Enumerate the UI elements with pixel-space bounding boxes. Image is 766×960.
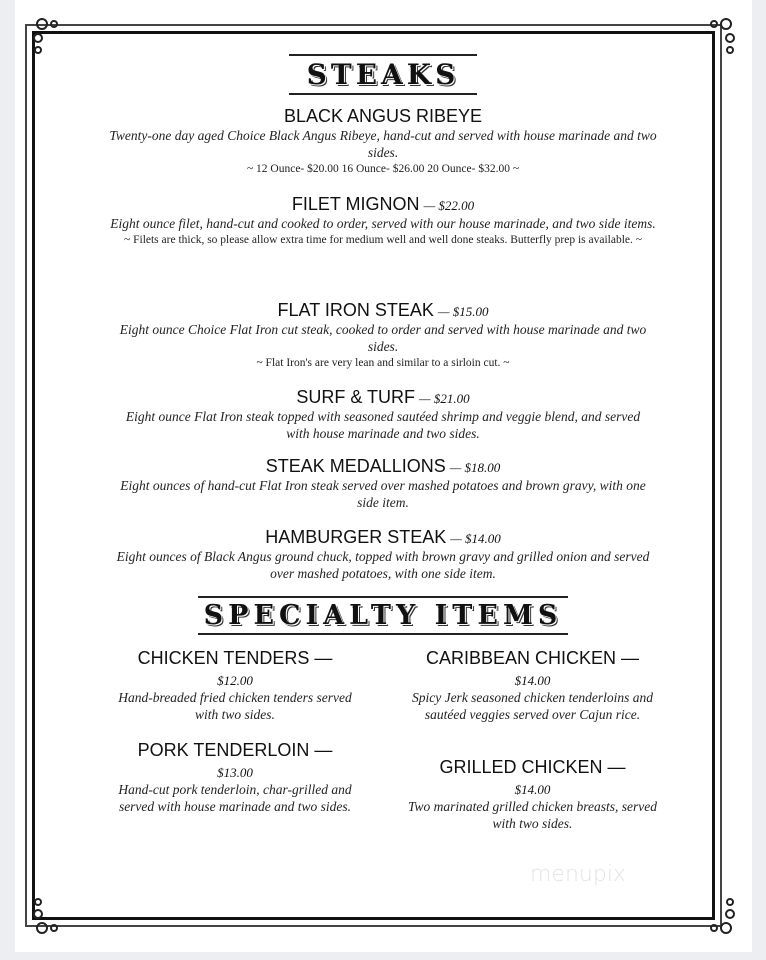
corner-ornament-icon [30, 896, 72, 938]
menu-item [115, 740, 355, 815]
menu-item [0, 387, 766, 442]
item-note: ~ Flat Iron's are very lean and similar to a sirloin cut. ~ [256, 357, 510, 369]
item-price: $14.00 [514, 673, 551, 688]
steaks-heading-wrap [0, 54, 766, 95]
menu-item [0, 300, 766, 372]
item-price: — $21.00 [419, 391, 470, 406]
menu-item [0, 456, 766, 511]
watermark: menupix [530, 862, 626, 887]
item-name: STEAK MEDALLIONS [265, 456, 446, 476]
item-name: BLACK ANGUS RIBEYE [283, 106, 483, 126]
item-name: HAMBURGER STEAK [265, 527, 447, 547]
menu-item [405, 757, 660, 832]
item-name: SURF & TURF [296, 387, 416, 407]
corner-ornament-icon [696, 896, 738, 938]
item-name: CHICKEN TENDERS — [137, 648, 333, 668]
item-price: $12.00 [217, 673, 253, 688]
item-price: — $15.00 [437, 304, 489, 319]
item-description: Hand-cut pork tenderloin, char-grilled and served with house marinade and two sides. [118, 782, 352, 814]
item-description: Eight ounce Flat Iron steak topped with seasoned sautéed shrimp and veggie blend, and served with house marinade and two sides. [125, 409, 641, 441]
menu-item [0, 527, 766, 582]
menu-item [405, 648, 660, 723]
menu-item [0, 194, 766, 249]
steaks-heading: STEAKS [289, 54, 477, 95]
item-price: — $22.00 [423, 198, 475, 213]
specialty-heading: SPECIALTY ITEMS [198, 596, 569, 635]
item-name: PORK TENDERLOIN — [137, 740, 333, 760]
item-note: ~ 12 Ounce- $20.00 16 Ounce- $26.00 20 Ounce- $32.00 ~ [246, 163, 520, 175]
item-description: Eight ounce filet, hand-cut and cooked to order, served with our house marinade, and two side items. [110, 216, 656, 231]
item-description: Eight ounce Choice Flat Iron cut steak, cooked to order and served with house marinade and two sides. [119, 322, 647, 354]
corner-ornament-icon [696, 14, 738, 56]
item-description: Eight ounces of Black Angus ground chuck, topped with brown gravy and grilled onion and served over mashed potatoes, with one side item. [116, 549, 650, 581]
item-note: ~ Filets are thick, so please allow extra time for medium well and well done steaks. Butterfly prep is available. ~ [124, 234, 642, 246]
item-price: — $18.00 [449, 460, 501, 475]
item-description: Hand-breaded fried chicken tenders served with two sides. [118, 690, 352, 722]
item-price: $14.00 [514, 782, 551, 797]
item-description: Two marinated grilled chicken breasts, served with two sides. [408, 799, 657, 831]
specialty-heading-wrap [0, 596, 766, 635]
item-name: GRILLED CHICKEN — [439, 757, 626, 777]
item-name: FILET MIGNON [291, 194, 420, 214]
corner-ornament-icon [30, 14, 72, 56]
item-name: FLAT IRON STEAK [277, 300, 434, 320]
item-description: Twenty-one day aged Choice Black Angus Ribeye, hand-cut and served with house marinade and two sides. [109, 128, 657, 160]
item-description: Eight ounces of hand-cut Flat Iron steak served over mashed potatoes and brown gravy, with one side item. [120, 478, 646, 510]
item-name: CARIBBEAN CHICKEN — [425, 648, 640, 668]
menu-item [115, 648, 355, 723]
item-price: $13.00 [217, 765, 253, 780]
item-price: — $14.00 [450, 531, 501, 546]
item-description: Spicy Jerk seasoned chicken tenderloins and sautéed veggies served over Cajun rice. [411, 690, 654, 722]
menu-item [0, 106, 766, 178]
